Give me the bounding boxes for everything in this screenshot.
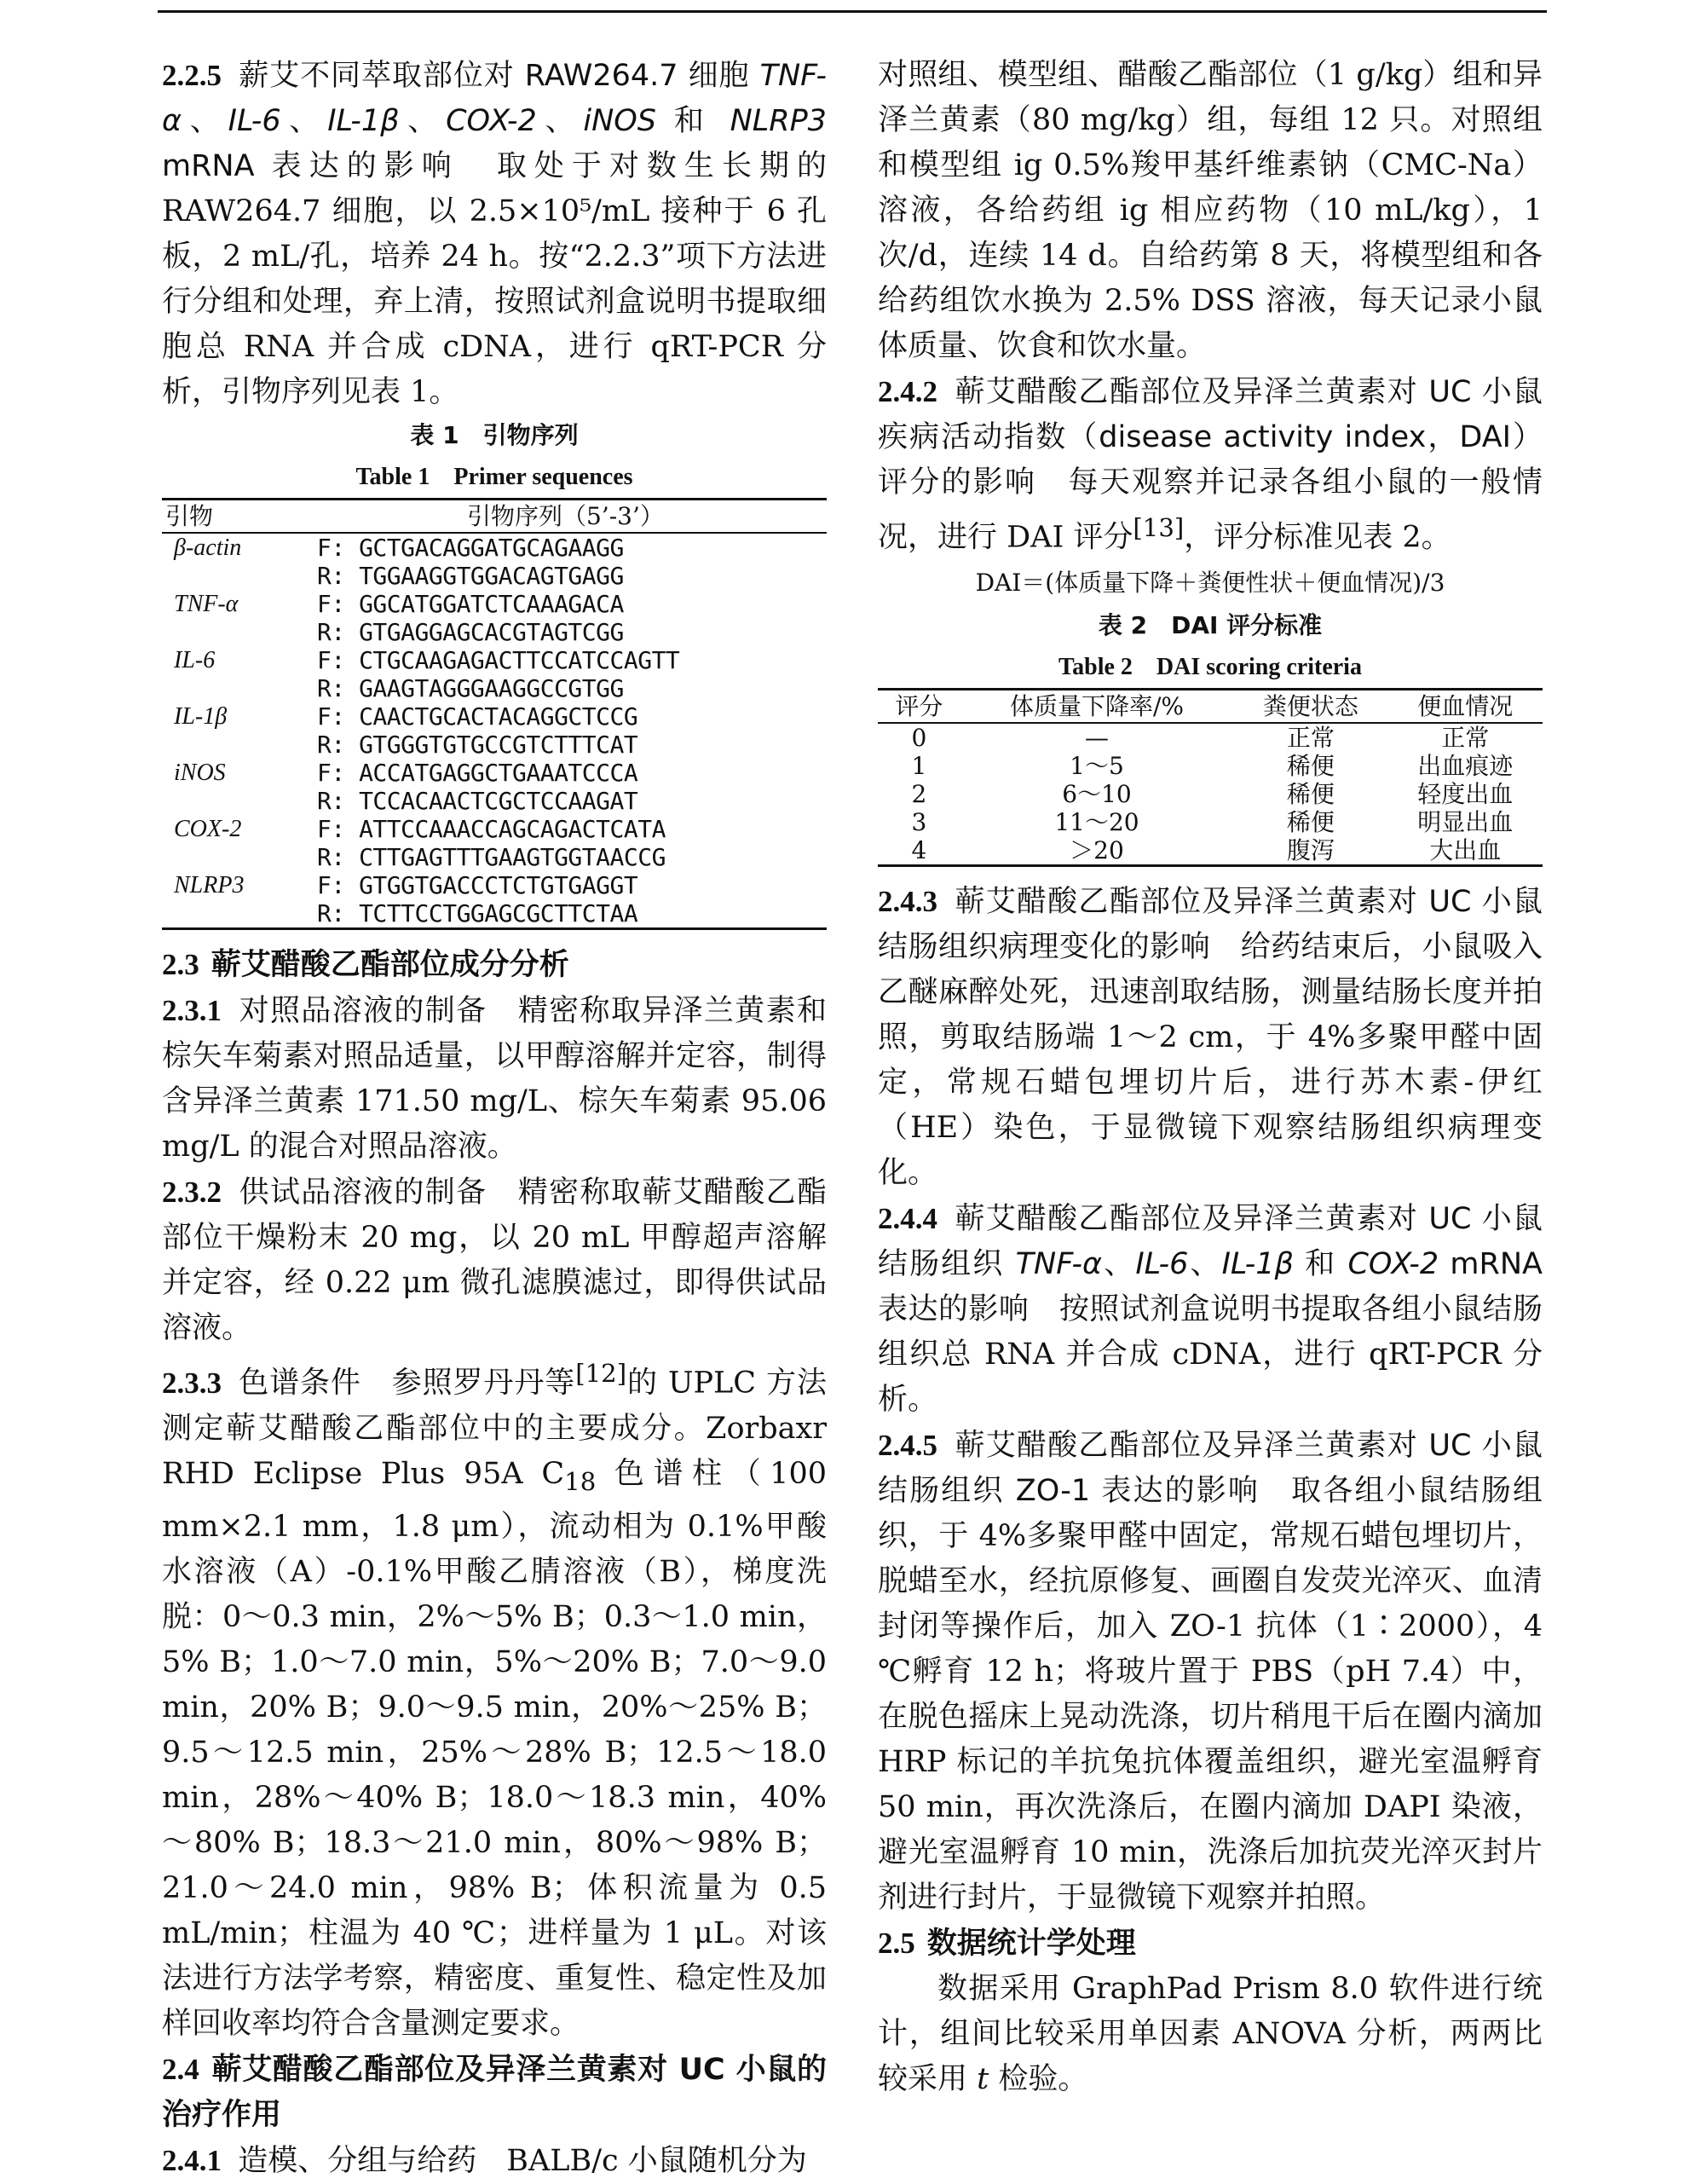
table-row: 4 ＞20 腹泻 大出血 — [878, 836, 1543, 866]
left-column — [162, 53, 827, 2184]
table-row: 0 — 正常 正常 — [911, 723, 1490, 752]
table-row: R: TGGAAGGTGGACAGTGAGG — [317, 562, 624, 590]
table-row: COX-2 F: ATTCCAAACCAGCAGACTCATA — [174, 815, 666, 843]
section-2-5: 2.5 数据统计学处理 — [878, 1926, 1136, 1961]
table-row: IL-6 F: CTGCAAGAGACTTCCATCCAGTT — [174, 646, 680, 674]
table-row: β-actin F: GCTGACAGGATGCAGAAGG — [174, 534, 624, 562]
section-2-3-3: 2.3.3 色谱条件 参照罗丹丹等[12]的 UPLC 方法测定蕲艾醋酸乙酯部位中的主要成分。Zorbaxr RHD Eclipse Plus 95A $C_{18}$ 色谱柱（100 mm×2.1 mm，1.8 μm），流动相为 0.1%甲酸水溶液（A）-0.1%甲酸乙腈溶液（B），梯度洗脱：0～0.3 min，2%～5% B；0.3～1.0 min，5% B；1.0～7.0 min，5%～20% B；7.0～9.0 min，20% B；9.0～9.5 min，20%～25% B；9.5～12.5 min，25%～28% B；12.5～18.0 min，28%～40% B；18.0～18.3 min，40%～80% B；18.3～21.0 min，80%～98% B；21.0～24.0 min，98% B；体积流量为 0.5 mL/min；柱温为 40 ℃；进样量为 1 μL。对该法进行方法学考察，精密度、重复性、稳定性及加样回收率均符合含量测定要求。 — [162, 1359, 827, 2041]
section-body: 取处于对数生长期的 RAW264.7 细胞，以 2.5×10⁵/mL 接种于 6 孔板，2 mL/孔，培养 24 h。按“2.2.3”项下方法进行分组和处理，弃上清，按照试剂盒说明书提取细胞总 RNA 并合成 cDNA，进行 qRT-PCR 分析，引物序列见表 1。 — [162, 149, 827, 409]
table-row: R: GAAGTAGGGAAGGCCGTGG — [317, 674, 624, 702]
citation: [13] — [1133, 513, 1185, 542]
right-column — [878, 53, 1543, 2102]
table1-caption-en: Table 1 Primer sequences — [355, 464, 633, 490]
table1-caption-cn: 表 1 引物序列 — [410, 421, 579, 449]
header-rule — [158, 10, 1547, 13]
table-row: R: GTGGGTGTGCCGTCTTTCAT — [317, 731, 638, 759]
table-row: NLRP3 F: GTGGTGACCCTCTGTGAGGT — [174, 871, 638, 899]
dai-table — [878, 688, 1543, 867]
primer-table — [162, 498, 827, 930]
table-row: TNF-α F: GGCATGGATCTCAAAGACA — [174, 590, 624, 618]
table-row: R: TCTTCCTGGAGCGCTTCTAA — [162, 899, 827, 929]
table-header-row: 评分 体质量下降率/% 粪便状态 便血情况 — [878, 689, 1543, 723]
table-header-row — [162, 500, 827, 534]
section-title: 薪艾不同萃取部位对 RAW264.7 细胞 TNF-α、IL-6、IL-1β、COX-2、iNOS 和 NLRP3 mRNA 表达的影响 — [162, 59, 827, 183]
section-number: 2.2.5 — [162, 59, 222, 92]
table-row: iNOS F: ACCATGAGGCTGAAATCCCA — [174, 759, 638, 787]
section-2-5-body: 数据采用 GraphPad Prism 8.0 软件进行统计，组间比较采用单因素 ANOVA 分析，两两比较采用 t 检验。 — [878, 1971, 1543, 2096]
table-row: 3 11～20 稀便 明显出血 — [911, 807, 1514, 836]
section-2-4-5: 2.4.5 蕲艾醋酸乙酯部位及异泽兰黄素对 UC 小鼠结肠组织 ZO-1 表达的影响 取各组小鼠结肠组织，于 4%多聚甲醛中固定，常规石蜡包埋切片，脱蜡至水，经抗原修复、画圈自发荧光淬灭、血清封闭等操作后，加入 ZO-1 抗体（1∶2000），4 ℃孵育 12 h；将玻片置于 PBS（pH 7.4）中，在脱色摇床上晃动洗涤，切片稍甩干后在圈内滴加 HRP 标记的羊抗兔抗体覆盖组织，避光室温孵育 50 min，再次洗涤后，在圈内滴加 DAPI 染液，避光室温孵育 10 min，洗涤后加抗荧光淬灭封片剂进行封片，于显微镜下观察并拍照。 — [878, 1428, 1543, 1915]
citation: [12] — [575, 1359, 627, 1388]
header-gene: 引物 — [162, 500, 314, 534]
dai-formula: DAI＝(体质量下降＋粪便性状＋便血情况)/3 — [975, 568, 1445, 597]
table-row: IL-1β F: CAACTGCACTACAGGCTCCG — [174, 702, 638, 731]
section-2-3: 2.3 蕲艾醋酸乙酯部位成分分析 — [162, 948, 569, 982]
section-2-3-1: 2.3.1 对照品溶液的制备 精密称取异泽兰黄素和棕矢车菊素对照品适量，以甲醇溶解并定容，制得含异泽兰黄素 171.50 mg/L、棕矢车菊素 95.06 mg/L 的混合对照品溶液。 — [162, 994, 827, 1164]
section-2-4-3: 2.4.3 蕲艾醋酸乙酯部位及异泽兰黄素对 UC 小鼠结肠组织病理变化的影响 给药结束后，小鼠吸入乙醚麻醉处死，迅速剖取结肠，测量结肠长度并拍照，剪取结肠端 1～2 cm，于 4%多聚甲醛中固定，常规石蜡包埋切片后，进行苏木素-伊红（HE）染色，于显微镜下观察结肠组织病理变化。 — [878, 884, 1543, 1190]
section-2-4-2: 2.4.2 蕲艾醋酸乙酯部位及异泽兰黄素对 UC 小鼠疾病活动指数（disease activity index，DAI）评分的影响 每天观察并记录各组小鼠的一般情况，进行 DAI 评分[13]，评分标准见表 2。 — [878, 375, 1543, 555]
section-2-2-5 — [162, 53, 827, 415]
table-row: R: GTGAGGAGCACGTAGTCGG — [317, 618, 624, 646]
table2-caption-en: Table 2 DAI scoring criteria — [1058, 653, 1362, 680]
section-2-4-4: 2.4.4 蕲艾醋酸乙酯部位及异泽兰黄素对 UC 小鼠结肠组织 TNF-α、IL-6、IL-1β 和 COX-2 mRNA 表达的影响 按照试剂盒说明书提取各组小鼠结肠组织总 RNA 并合成 cDNA，进行 qRT-PCR 分析。 — [878, 1201, 1543, 1417]
table-row: 1 1～5 稀便 出血痕迹 — [911, 751, 1514, 780]
table-row: R: CTTGAGTTTGAAGTGGTAACCG — [317, 843, 666, 871]
table-row: R: TCCACAACTCGCTCCAAGAT — [317, 787, 638, 815]
section-2-4-1-continued: 对照组、模型组、醋酸乙酯部位（1 g/kg）组和异泽兰黄素（80 mg/kg）组，每组 12 只。对照组和模型组 ig 0.5%羧甲基纤维素钠（CMC-Na）溶液，各给药组 ig 相应药物（10 mL/kg），1 次/d，连续 14 d。自给药第 8 天，将模型组和各给药组饮水换为 2.5% DSS 溶液，每天记录小鼠体质量、饮食和饮水量。 — [878, 58, 1543, 363]
table2-caption-cn: 表 2 DAI 评分标准 — [1098, 610, 1323, 639]
header-sequence: 引物序列（5’-3’） — [314, 500, 827, 534]
section-2-3-2: 2.3.2 供试品溶液的制备 精密称取蕲艾醋酸乙酯部位干燥粉末 20 mg，以 20 mL 甲醇超声溶解并定容，经 0.22 μm 微孔滤膜滤过，即得供试品溶液。 — [162, 1176, 827, 1345]
table-row: 2 6～10 稀便 轻度出血 — [911, 779, 1514, 808]
section-2-4: 2.4 蕲艾醋酸乙酯部位及异泽兰黄素对 UC 小鼠的治疗作用 — [162, 2052, 827, 2132]
section-2-4-1: 2.4.1 造模、分组与给药 BALB/c 小鼠随机分为 — [162, 2143, 807, 2178]
